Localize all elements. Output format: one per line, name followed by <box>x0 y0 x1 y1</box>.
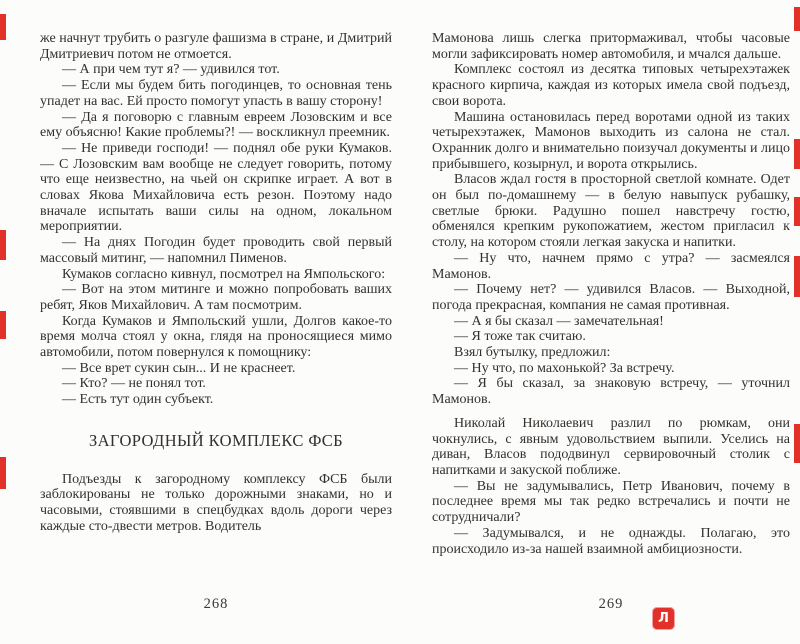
page-number-right: 269 <box>598 596 624 612</box>
edge-mark-right <box>794 424 800 463</box>
chapter-heading: ЗАГОРОДНЫЙ КОМПЛЕКС ФСБ <box>88 430 344 450</box>
edge-mark-right <box>794 7 800 31</box>
book-page-left <box>40 31 392 593</box>
edge-mark-right <box>794 256 800 297</box>
paragraph: — Вот на этом митинге и можно попробовать ваших ребят, Яков Михайлович. А там посмотрим. <box>40 282 392 313</box>
paragraph: — Все врет сукин сын... И не краснеет. <box>62 360 296 376</box>
paragraph: Подъезды к загородному комплексу ФСБ были заблокированы не только дорожными знаками, но и часовыми, стоявшими в спецбудках вдоль дороги через каждые сто-двести метров. Водитель <box>40 471 392 534</box>
paragraph: — Задумывался, и не однажды. Полагаю, это происходило из-за нашей взаимной амбициозности. <box>432 525 790 557</box>
paragraph: — Вы не задумывались, Петр Иванович, почему в последнее время мы так редко встречались и почти не сотрудничали? <box>432 478 790 526</box>
edge-mark-left <box>0 230 6 260</box>
paragraph: — Я бы сказал, за знаковую встречу, — уточнил Мамонов. <box>432 376 790 408</box>
labirint-logo-letter: Л <box>658 611 669 626</box>
paragraph: — Кто? — не понял тот. <box>62 376 206 392</box>
paragraph: Николай Николаевич разлил по рюмкам, они чокнулись, с явным удовольствием выпили. Уселись на диван, Власов пододвинул сервировочный столик с напитками и закуской поближе. <box>432 415 790 478</box>
paragraph: — А я бы сказал — замечательная! <box>454 313 664 329</box>
paragraph: — Почему нет? — удивился Власов. — Выходной, погода прекрасная, компания не самая противная. <box>432 282 790 313</box>
paragraph: — А при чем тут я? — удивился тот. <box>62 62 280 78</box>
paragraph: — Ну что, по махонькой? За встречу. <box>454 360 675 376</box>
paragraph: — Ну что, начнем прямо с утра? — засмеялся Мамонов. <box>432 250 790 282</box>
labirint-logo <box>652 607 675 630</box>
paragraph: Машина остановилась перед воротами одной из таких четырехэтажек, Мамонов выходить из салона не стал. Охранник долго и внимательно поизучал документы и лицо прибывшего, козырнул, и ворота открылись. <box>432 109 790 172</box>
paragraph: же начнут трубить о разгуле фашизма в стране, и Дмитрий Дмитриевич потом не отмоется. <box>40 31 392 62</box>
edge-mark-right <box>794 197 800 226</box>
paragraph: Когда Кумаков и Ямпольский ушли, Долгов какое-то время молча стоял у окна, глядя на проносящиеся мимо автомобили, потом повернулся к помощнику: <box>40 313 392 361</box>
paragraph: Комплекс состоял из десятка типовых четырехэтажек красного кирпича, каждая из которых имела свой подъезд, свои ворота. <box>432 62 790 109</box>
edge-mark-left <box>0 311 6 339</box>
paragraph: — Если мы будем бить погодинцев, то основная тень упадет на вас. Ей просто помогут упасть в вашу сторону! <box>40 78 392 109</box>
paragraph: — Есть тут один субъект. <box>62 392 214 408</box>
paragraph: Мамонова лишь слегка притормаживал, чтобы часовые могли зафиксировать номер автомобиля, и мчался дальше. <box>432 31 790 62</box>
edge-mark-left <box>0 457 6 489</box>
paragraph: — Да я поговорю с главным евреем Лозовским и все ему объясню! Какие проблемы?! — воскликнул преемник. <box>40 109 392 141</box>
paragraph: Взял бутылку, предложил: <box>454 345 611 361</box>
paragraph: — На днях Погодин будет проводить свой первый массовый митинг, — напомнил Пименов. <box>40 235 392 266</box>
edge-mark-left <box>0 14 6 40</box>
paragraph: Власов ждал гостя в просторной светлой комнате. Одет он был по-домашнему — в белую навыпуск рубашку, светлые брюки. Радушно пошел навстречу гостю, обменялся крепким рукопожатием, жестом пригласил к столу, на котором стояли легкая закуска и напитки. <box>432 172 790 251</box>
edge-mark-right <box>794 139 800 169</box>
book-page-right <box>432 31 790 593</box>
paragraph: — Я тоже так считаю. <box>454 329 586 345</box>
paragraph: Кумаков согласно кивнул, посмотрел на Ямпольского: <box>62 266 386 282</box>
paragraph: — Не приведи господи! — поднял обе руки Кумаков. — С Лозовским вам вообще не следует говорить, потому что еще неизвестно, на чьей он скрипке играет. А вот в словах Якова Михайловича есть резон. Поэтому надо вначале испытать ваши силы на одном, локальном мероприятии. <box>40 140 392 235</box>
page-number-left: 268 <box>203 596 229 612</box>
